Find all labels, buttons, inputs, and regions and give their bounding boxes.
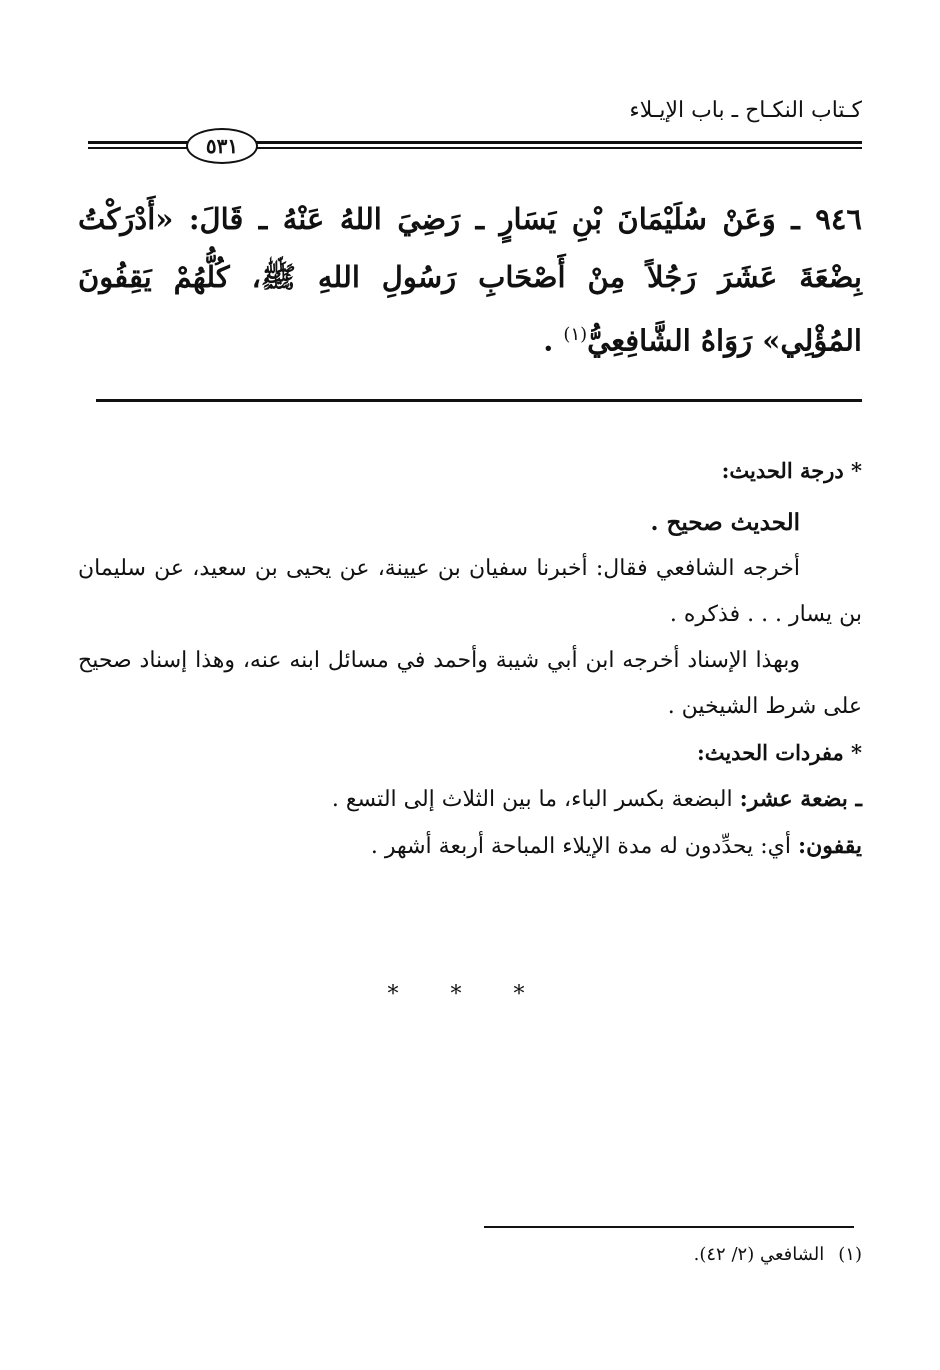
footnote — [694, 1244, 862, 1265]
section-divider — [96, 399, 862, 402]
vocabulary-heading: * مفردات الحديث: — [696, 740, 862, 765]
takhrij-paragraph-1: أخرجه الشافعي فقال: أخبرنا سفيان بن عيينة، عن يحيى بن سعيد، عن سليمان بن يسار . . . فذكره . — [78, 556, 862, 627]
grade-verdict: الحديث صحيح . — [650, 509, 800, 536]
section-end-ornament — [0, 982, 940, 1007]
footnote-reference[interactable]: (١) — [563, 324, 588, 345]
page-number: ٥٣١ — [186, 128, 258, 164]
footnote-text: الشافعي (٢/ ٤٢). — [693, 1244, 825, 1265]
grade-heading: * درجة الحديث: — [721, 458, 862, 483]
star-ornament: * — [387, 982, 427, 1007]
running-head: كـتاب النكـاح ـ باب الإيـلاء — [629, 98, 862, 123]
takhrij-paragraph-2: وبهذا الإسناد أخرجه ابن أبي شيبة وأحمد في مسائل ابنه عنه، وهذا إسناد صحيح على شرط الشيخين . — [78, 648, 862, 719]
hadith-end: . — [543, 323, 564, 358]
star-ornament: * — [513, 982, 553, 1007]
vocabulary-item — [78, 823, 862, 870]
vocabulary-term: ـ بضعة عشر: — [739, 786, 862, 812]
hadith-body: وَعَنْ سُلَيْمَانَ بْنِ يَسَارٍ ـ رَضِيَ اللهُ عَنْهُ ـ قَالَ: «أَدْرَكْتُ بِضْعَةَ عَشَرَ رَجُلاً مِنْ أَصْحَابِ رَسُولِ اللهِ ﷺ، كُلُّهُمْ يَقِفُونَ المُؤْلِي» رَوَاهُ الشَّافِعِيُّ — [78, 202, 862, 358]
footnote-number: (١) — [838, 1244, 862, 1265]
vocabulary-item — [78, 776, 862, 823]
vocabulary-definition: البضعة بكسر الباء، ما بين الثلاث إلى التسع . — [331, 787, 740, 812]
commentary — [78, 448, 862, 870]
hadith-text-block — [78, 190, 862, 370]
hadith-number: ٩٤٦ ـ — [791, 202, 862, 236]
star-ornament: * — [450, 982, 490, 1007]
footnote-rule — [484, 1226, 854, 1228]
vocabulary-term: يقفون: — [797, 833, 862, 859]
vocabulary-definition: أي: يحدِّدون له مدة الإيلاء المباحة أربعة أشهر . — [370, 834, 798, 859]
